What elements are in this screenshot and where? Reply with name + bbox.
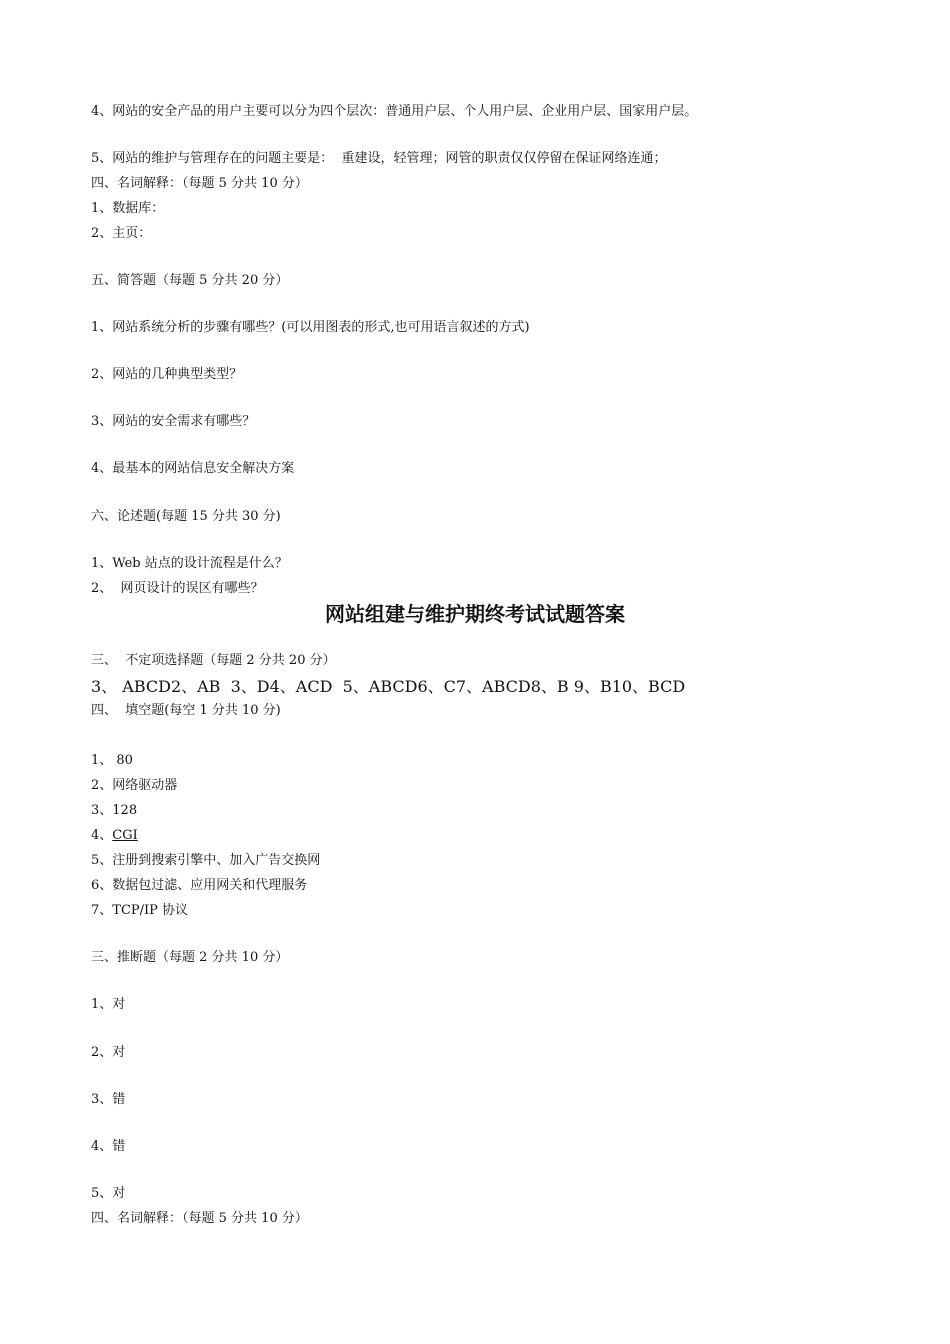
term-homepage: 2、主页： [91,226,152,241]
question-security-solution: 4、最基本的网站信息安全解决方案 [91,461,295,476]
question-security-needs: 3、网站的安全需求有哪些？ [91,414,256,429]
answer-choice-heading: 三、 不定项选择题（每题 2 分共 20 分） [91,653,336,668]
fill-answer-7: 7、TCP/IP 协议 [91,903,189,918]
answer-terms-heading: 四、名词解释：（每题 5 分共 10 分） [91,1211,308,1226]
judge-answer-5: 5、对 [91,1186,126,1201]
section-terms-heading: 四、名词解释：（每题 5 分共 10 分） [91,176,308,191]
judge-answer-4: 4、错 [91,1139,126,1154]
fill-answer-1: 1、 80 [91,753,133,768]
item-4-security-users: 4、网站的安全产品的用户主要可以分为四个层次：普通用户层、个人用户层、企业用户层、国家用户层。 [91,104,698,119]
fill-answer-3: 3、128 [91,803,138,818]
section-essay-heading: 六、论述题(每题 15 分共 30 分) [91,509,281,524]
fill-answer-4-value: CGI [112,828,138,843]
fill-answer-4 [91,827,138,845]
term-database: 1、数据库： [91,201,165,216]
answer-key-title: 网站组建与维护期终考试试题答案 [325,602,625,626]
judge-answer-2: 2、对 [91,1045,126,1060]
answer-choice-line: 3、 ABCD2、AB 3、D4、ACD 5、ABCD6、C7、ABCD8、B 9、B10、BCD [91,677,686,696]
fill-answer-4-prefix: 4、 [91,828,113,843]
essay-design-mistakes: 2、 网页设计的误区有哪些？ [91,581,264,596]
question-system-analysis: 1、网站系统分析的步骤有哪些？(可以用图表的形式,也可用语言叙述的方式) [91,320,530,335]
question-site-types: 2、网站的几种典型类型？ [91,367,243,382]
item-5-maintenance-issues: 5、网站的维护与管理存在的问题主要是： 重建设，轻管理；网管的职责仅仅停留在保证网络连通； [91,151,667,166]
section-short-answer-heading: 五、简答题（每题 5 分共 20 分） [91,273,289,288]
fill-answer-2: 2、网络驱动器 [91,778,178,793]
fill-answer-6: 6、数据包过滤、应用网关和代理服务 [91,878,308,893]
answer-judge-heading: 三、推断题（每题 2 分共 10 分） [91,950,289,965]
essay-web-design-process: 1、Web 站点的设计流程是什么？ [91,556,288,571]
fill-answer-5: 5、注册到搜索引擎中、加入广告交换网 [91,853,321,868]
judge-answer-3: 3、错 [91,1092,126,1107]
answer-fill-heading: 四、 填空题(每空 1 分共 10 分) [91,703,281,718]
judge-answer-1: 1、对 [91,997,126,1012]
